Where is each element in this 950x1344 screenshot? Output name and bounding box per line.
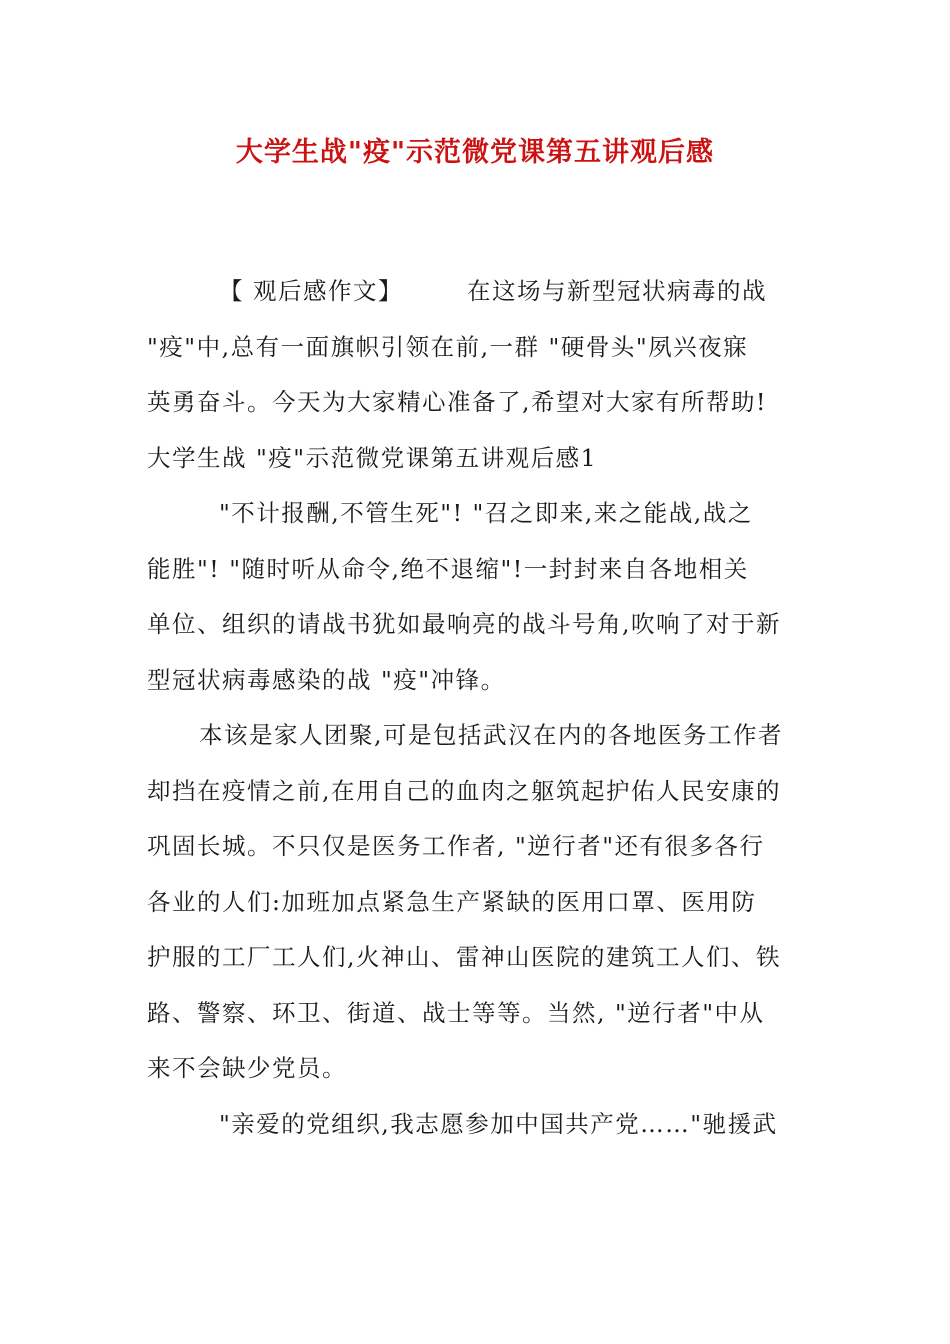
paragraph1-line-4: 型冠状病毒感染的战 "疫"冲锋。 xyxy=(147,665,506,694)
paragraph2-line-3: 巩固长城。不只仅是医务工作者, "逆行者"还有很多各行 xyxy=(147,832,765,860)
intro-line-1 xyxy=(147,264,807,320)
paragraph1-line-2: 能胜"! "随时听从命令,绝不退缩"!一封封来自各地相关 xyxy=(147,554,749,583)
paragraph2-line-5: 护服的工厂工人们,火神山、雷神山医院的建筑工人们、铁 xyxy=(147,943,781,971)
paragraph2-line-4: 各业的人们:加班加点紧急生产紧缺的医用口罩、医用防 xyxy=(147,887,757,916)
document-title: 大学生战"疫"示范微党课第五讲观后感 xyxy=(235,137,715,168)
intro-line-4: 大学生战 "疫"示范微党课第五讲观后感1 xyxy=(147,443,598,472)
paragraph2-line-6: 路、警察、环卫、街道、战士等等。当然, "逆行者"中从 xyxy=(147,998,765,1027)
paragraph2-line-1: 本该是家人团聚,可是包括武汉在内的各地医务工作者 xyxy=(199,721,783,749)
intro-line-2: "疫"中,总有一面旗帜引领在前,一群 "硬骨头"夙兴夜寐 xyxy=(147,332,749,361)
intro-line-1-text: 在这场与新型冠状病毒的战 xyxy=(466,277,767,305)
paragraph3-line-1: "亲爱的党组织,我志愿参加中国共产党……"驰援武 xyxy=(219,1109,778,1138)
paragraph2-line-2: 却挡在疫情之前,在用自己的血肉之躯筑起护佑人民安康的 xyxy=(147,776,781,805)
paragraph1-line-3: 单位、组织的请战书犹如最响亮的战斗号角,吹响了对于新 xyxy=(147,610,781,638)
paragraph2-line-7: 来不会缺少党员。 xyxy=(147,1054,347,1082)
document-body xyxy=(147,264,807,1152)
paragraph1-line-1: "不计报酬,不管生死"! "召之即来,来之能战,战之 xyxy=(219,499,753,527)
intro-tag: 【 观后感作文】 xyxy=(219,277,403,305)
intro-line-3: 英勇奋斗。今天为大家精心准备了,希望对大家有所帮助! xyxy=(147,388,767,416)
